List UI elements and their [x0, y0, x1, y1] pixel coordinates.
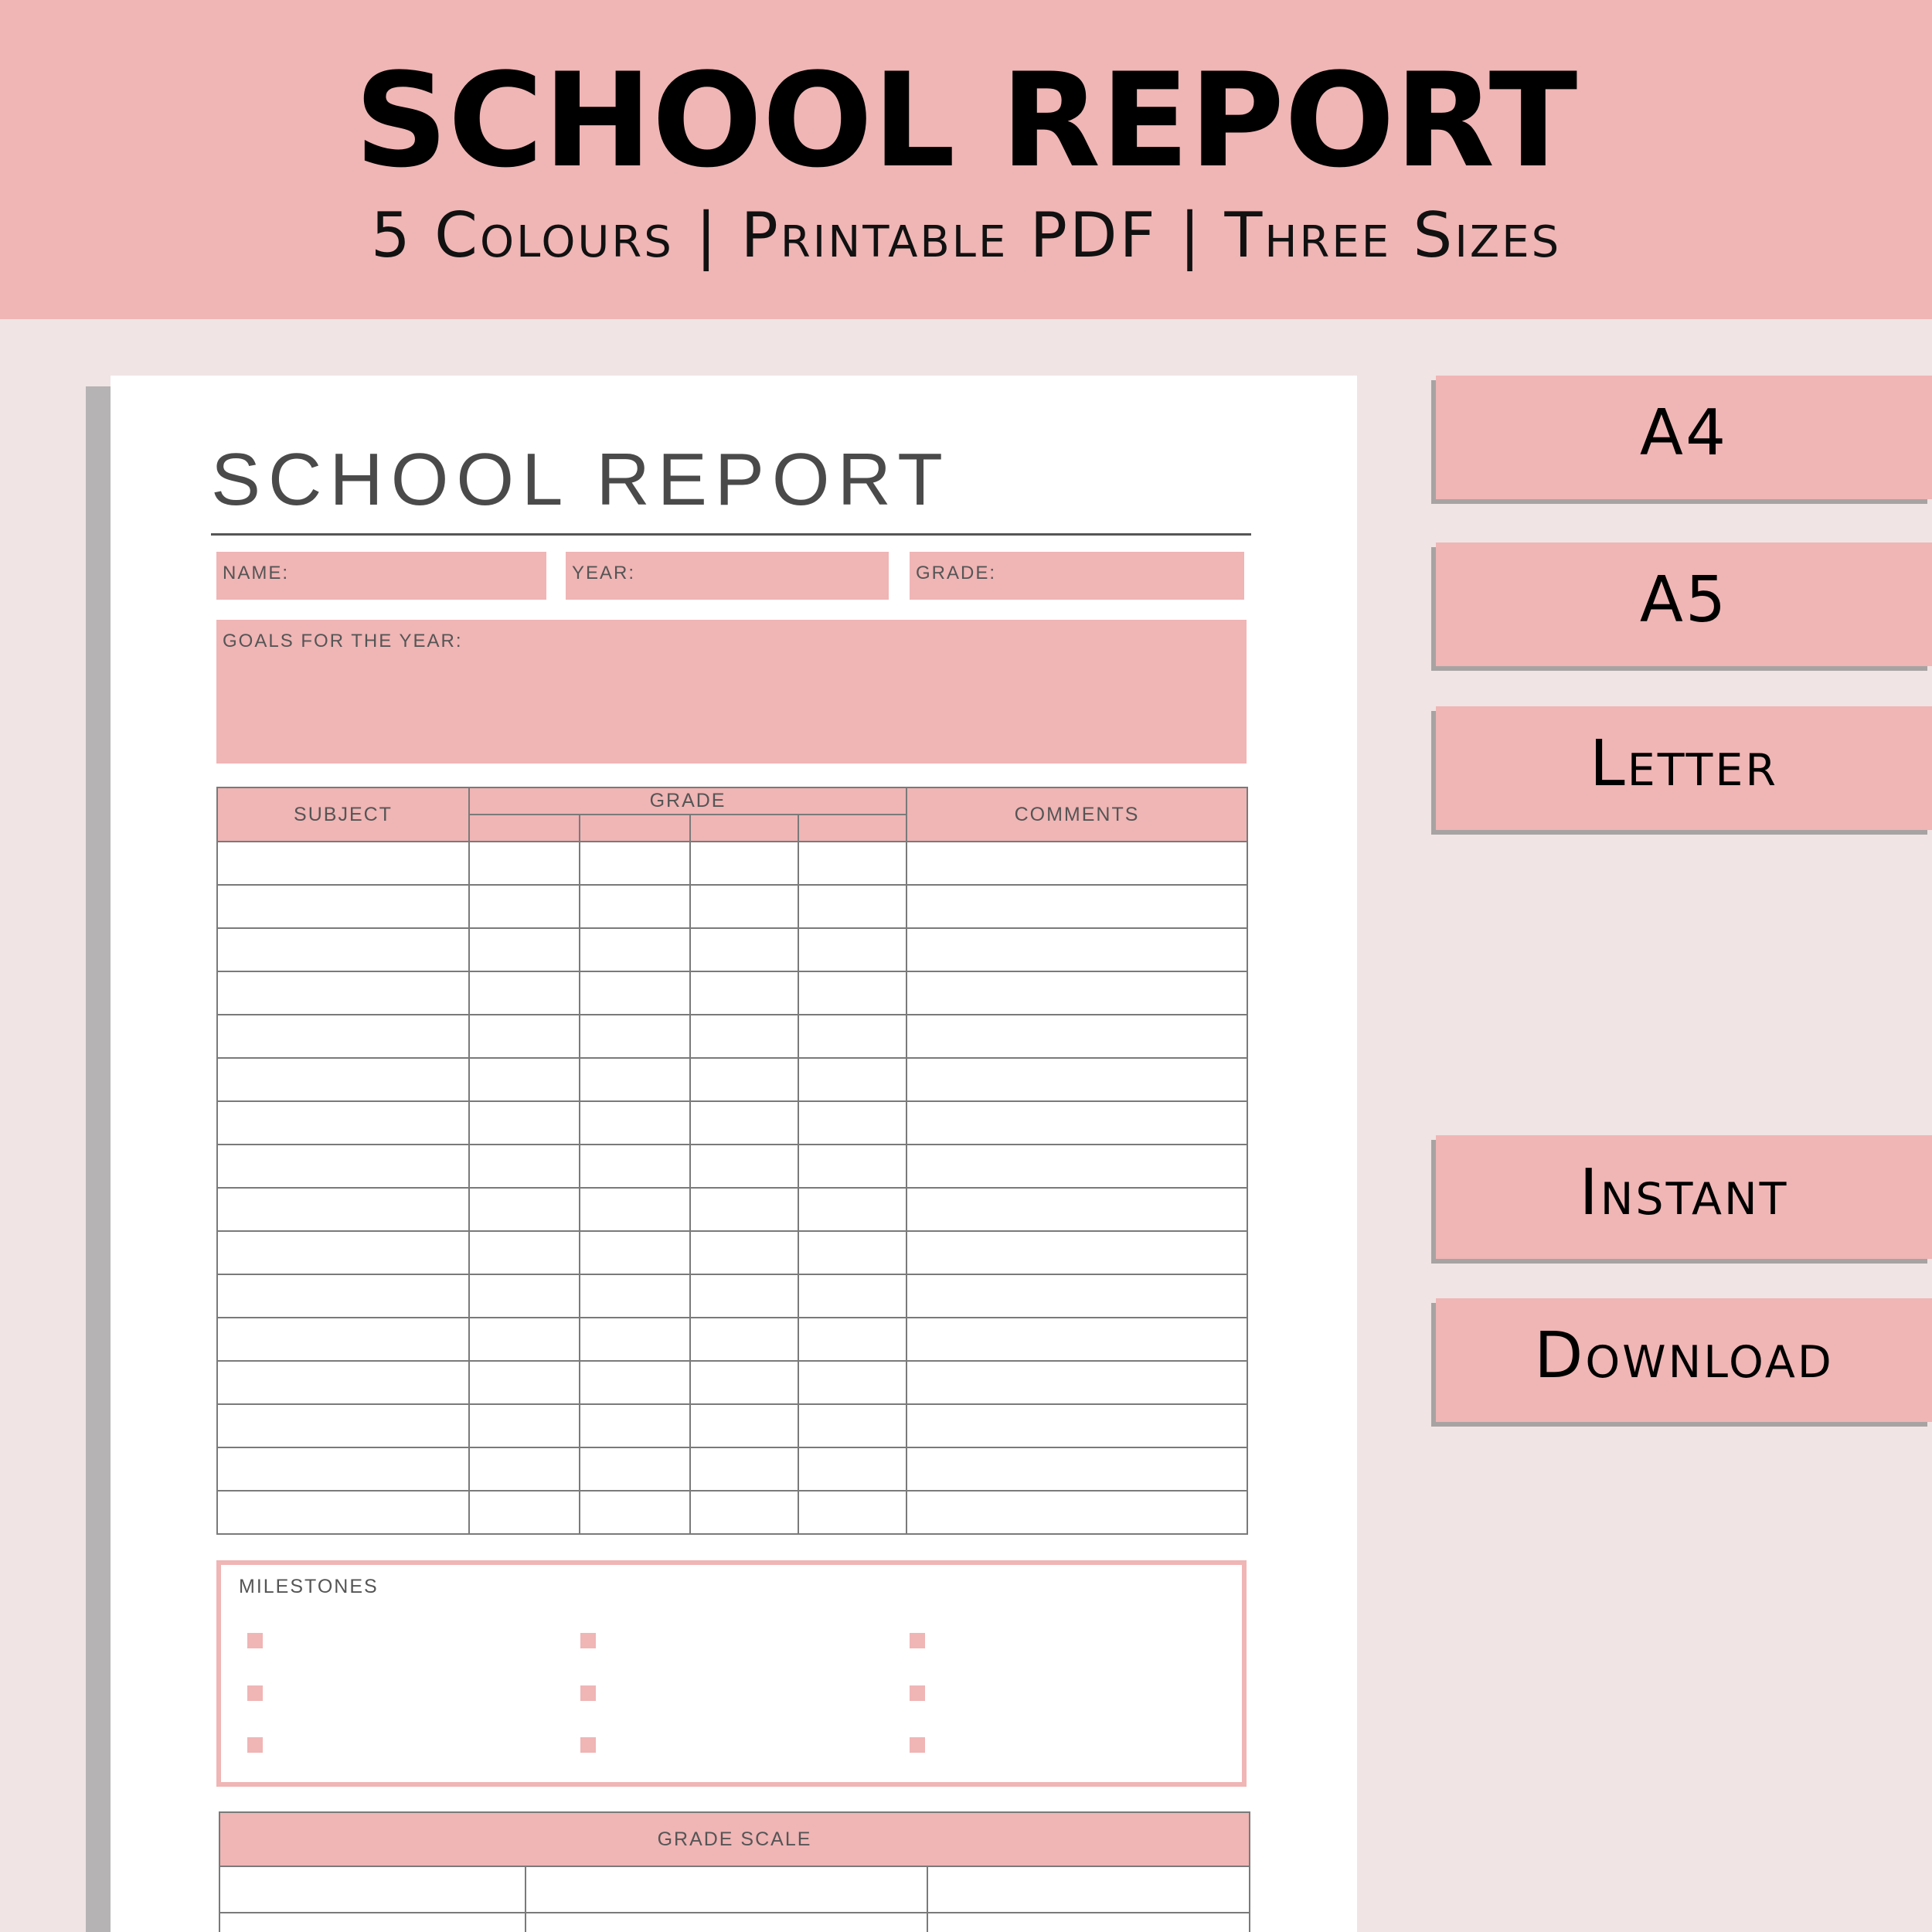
- table-row: [217, 1447, 1247, 1491]
- table-row: [219, 1913, 1250, 1932]
- grade-field: [910, 552, 1244, 600]
- table-cell: [906, 1447, 1247, 1491]
- banner-subtitle: 5 Colours | Printable PDF | Three Sizes: [370, 199, 1562, 271]
- table-cell: [580, 971, 690, 1015]
- grade-subcolumn: [469, 815, 580, 842]
- table-cell: [217, 842, 469, 885]
- grade-subcolumn: [580, 815, 690, 842]
- table-cell: [580, 1361, 690, 1404]
- table-cell: [906, 1145, 1247, 1188]
- table-cell: [906, 1188, 1247, 1231]
- table-cell: [798, 1145, 906, 1188]
- table-row: [217, 1274, 1247, 1318]
- table-cell: [690, 1188, 798, 1231]
- milestone-bullet-icon: [247, 1737, 263, 1753]
- table-cell: [690, 1361, 798, 1404]
- table-cell: [906, 928, 1247, 971]
- table-row: [217, 1404, 1247, 1447]
- table-row: [217, 928, 1247, 971]
- table-cell: [580, 1188, 690, 1231]
- table-row: [217, 1101, 1247, 1145]
- table-cell: [906, 1058, 1247, 1101]
- table-cell: [798, 1188, 906, 1231]
- table-cell: [469, 1058, 580, 1101]
- table-cell: [469, 1447, 580, 1491]
- table-cell: [580, 1491, 690, 1534]
- header-banner: [0, 0, 1932, 319]
- table-cell: [580, 1145, 690, 1188]
- table-cell: [690, 1404, 798, 1447]
- table-cell: [798, 1361, 906, 1404]
- table-row: [217, 1231, 1247, 1274]
- table-cell: [906, 1101, 1247, 1145]
- grade-scale-table: [219, 1811, 1250, 1932]
- table-cell: [798, 1404, 906, 1447]
- table-cell: [798, 1015, 906, 1058]
- document-title: SCHOOL REPORT: [211, 438, 951, 521]
- table-cell: [906, 885, 1247, 928]
- table-cell: [469, 1101, 580, 1145]
- table-cell: [217, 928, 469, 971]
- table-cell: [690, 971, 798, 1015]
- table-cell: [469, 1274, 580, 1318]
- table-cell: [798, 928, 906, 971]
- milestone-bullet-icon: [910, 1737, 925, 1753]
- document-preview: [111, 376, 1357, 1932]
- table-cell: [798, 842, 906, 885]
- table-cell: [217, 1015, 469, 1058]
- table-cell: [798, 1447, 906, 1491]
- table-row: [217, 1015, 1247, 1058]
- subject-header: SUBJECT: [217, 787, 469, 842]
- table-cell: [217, 1188, 469, 1231]
- table-cell: [906, 971, 1247, 1015]
- table-cell: [469, 885, 580, 928]
- grade-scale-header: GRADE SCALE: [219, 1812, 1250, 1866]
- name-field: [216, 552, 546, 600]
- table-cell: [690, 1491, 798, 1534]
- table-cell: [469, 1145, 580, 1188]
- table-cell: [690, 1318, 798, 1361]
- table-cell: [690, 1101, 798, 1145]
- table-cell: [906, 1361, 1247, 1404]
- grade-subcolumn: [798, 815, 906, 842]
- table-cell: [217, 1101, 469, 1145]
- year-field: [566, 552, 889, 600]
- comments-header: COMMENTS: [906, 787, 1247, 842]
- size-tag-a5: A5: [1436, 543, 1932, 666]
- table-cell: [217, 1447, 469, 1491]
- table-cell: [690, 1058, 798, 1101]
- table-cell: [798, 1318, 906, 1361]
- table-row: [217, 1361, 1247, 1404]
- grade-subcolumn: [690, 815, 798, 842]
- table-cell: [690, 885, 798, 928]
- table-cell: [690, 928, 798, 971]
- table-cell: [217, 1318, 469, 1361]
- table-cell: [469, 1491, 580, 1534]
- table-cell: [217, 1404, 469, 1447]
- table-cell: [469, 928, 580, 971]
- table-row: [217, 885, 1247, 928]
- size-tag-a4: A4: [1436, 376, 1932, 499]
- table-row: [217, 842, 1247, 885]
- table-row: [217, 1145, 1247, 1188]
- table-cell: [469, 1361, 580, 1404]
- banner-title: SCHOOL REPORT: [354, 45, 1578, 196]
- milestone-bullet-icon: [580, 1737, 596, 1753]
- table-cell: [580, 1231, 690, 1274]
- milestone-bullet-icon: [580, 1633, 596, 1648]
- table-cell: [580, 1318, 690, 1361]
- table-cell: [906, 1404, 1247, 1447]
- table-cell: [580, 1447, 690, 1491]
- table-cell: [690, 1447, 798, 1491]
- table-cell: [690, 1274, 798, 1318]
- table-cell: [798, 971, 906, 1015]
- table-cell: [798, 1231, 906, 1274]
- table-cell: [906, 842, 1247, 885]
- table-cell: [580, 1274, 690, 1318]
- table-cell: [798, 885, 906, 928]
- milestones-box: [216, 1560, 1247, 1787]
- table-cell: [469, 1404, 580, 1447]
- milestone-bullet-icon: [247, 1685, 263, 1701]
- milestone-bullet-icon: [247, 1633, 263, 1648]
- table-cell: [798, 1058, 906, 1101]
- table-cell: [798, 1491, 906, 1534]
- table-cell: [217, 1361, 469, 1404]
- table-cell: [469, 1318, 580, 1361]
- table-cell: [217, 1145, 469, 1188]
- table-cell: [217, 1058, 469, 1101]
- milestone-bullet-icon: [580, 1685, 596, 1701]
- table-cell: [798, 1101, 906, 1145]
- goals-label: GOALS FOR THE YEAR:: [223, 631, 463, 651]
- table-cell: [469, 1015, 580, 1058]
- page-shadow: [86, 386, 111, 1932]
- table-cell: [469, 971, 580, 1015]
- table-cell: [580, 842, 690, 885]
- delivery-tag-instant: Instant: [1436, 1135, 1932, 1259]
- table-cell: [580, 1058, 690, 1101]
- table-cell: [690, 1145, 798, 1188]
- table-cell: [217, 1231, 469, 1274]
- table-cell: [469, 1188, 580, 1231]
- table-cell: [906, 1318, 1247, 1361]
- milestone-bullet-icon: [910, 1685, 925, 1701]
- table-cell: [217, 1274, 469, 1318]
- table-cell: [690, 1231, 798, 1274]
- table-cell: [906, 1491, 1247, 1534]
- table-cell: [217, 885, 469, 928]
- table-row: [217, 971, 1247, 1015]
- table-cell: [469, 1231, 580, 1274]
- table-row: [217, 1491, 1247, 1534]
- table-cell: [906, 1231, 1247, 1274]
- name-label: NAME:: [223, 563, 290, 583]
- year-label: YEAR:: [572, 563, 636, 583]
- table-cell: [690, 1015, 798, 1058]
- size-tag-letter: Letter: [1436, 706, 1932, 830]
- grade-header: GRADE: [469, 787, 906, 815]
- table-cell: [580, 1101, 690, 1145]
- table-cell: [217, 1491, 469, 1534]
- table-cell: [580, 1015, 690, 1058]
- milestones-label: MILESTONES: [239, 1576, 379, 1597]
- table-row: [217, 1318, 1247, 1361]
- table-cell: [690, 842, 798, 885]
- table-row: [217, 1058, 1247, 1101]
- goals-field: [216, 620, 1247, 764]
- table-cell: [580, 1404, 690, 1447]
- table-cell: [580, 885, 690, 928]
- milestone-bullet-icon: [910, 1633, 925, 1648]
- table-cell: [906, 1274, 1247, 1318]
- table-cell: [469, 842, 580, 885]
- grade-label: GRADE:: [916, 563, 997, 583]
- table-row: [219, 1866, 1250, 1913]
- grades-table: [216, 787, 1248, 1535]
- title-divider: [211, 533, 1251, 536]
- table-row: [217, 1188, 1247, 1231]
- table-cell: [217, 971, 469, 1015]
- table-cell: [906, 1015, 1247, 1058]
- table-cell: [798, 1274, 906, 1318]
- table-cell: [580, 928, 690, 971]
- delivery-tag-download: Download: [1436, 1298, 1932, 1422]
